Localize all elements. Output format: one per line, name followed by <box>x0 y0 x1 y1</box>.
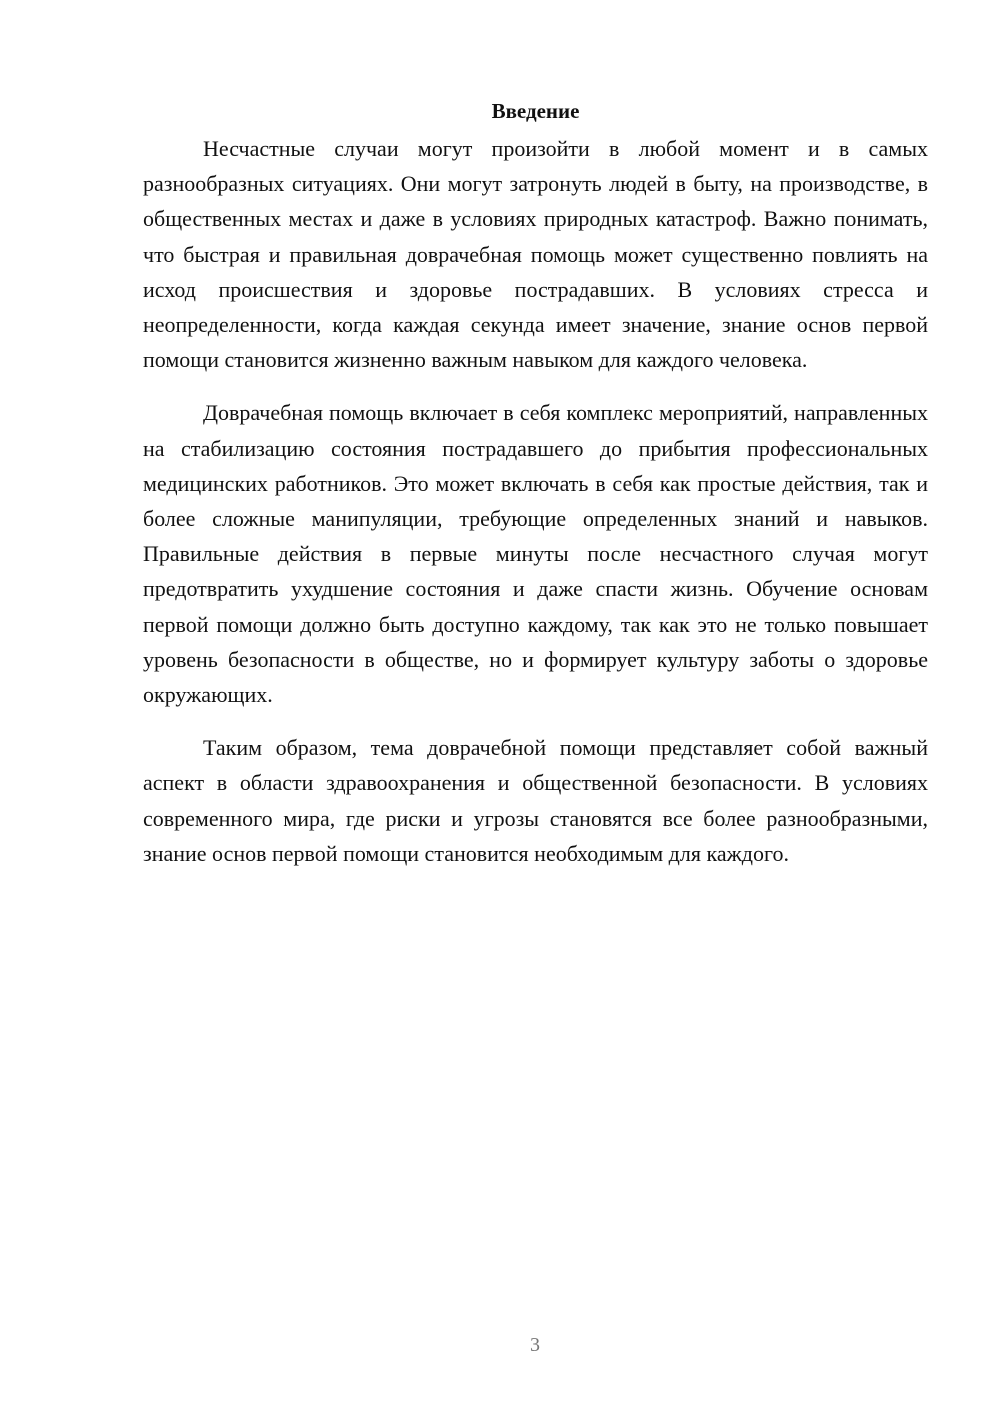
page-number: 3 <box>530 1334 540 1356</box>
section-heading: Введение <box>491 99 580 123</box>
paragraph-3: Таким образом, тема доврачебной помощи представляет собой важный аспект в области здравоохранения и общественной безопасности. В условиях современного мира, где риски и угрозы становятся все более разнообразными, знание основ первой помощи становится необходимым для каждого. <box>143 735 928 866</box>
paragraph-2: Доврачебная помощь включает в себя комплекс мероприятий, направленных на стабилизацию состояния пострадавшего до прибытия профессиональных медицинских работников. Это может включать в себя как простые действия, так и более сложные манипуляции, требующие определенных знаний и навыков. Правильные действия в первые минуты после несчастного случая могут предотвратить ухудшение состояния и даже спасти жизнь. Обучение основам первой помощи должно быть доступно каждому, так как это не только повышает уровень безопасности в обществе, но и формирует культуру заботы о здоровье окружающих. <box>143 400 928 708</box>
page-content <box>143 96 928 889</box>
paragraph-1: Несчастные случаи могут произойти в любой момент и в самых разнообразных ситуациях. Они могут затронуть людей в быту, на производстве, в общественных местах и даже в условиях природных катастроф. Важно понимать, что быстрая и правильная доврачебная помощь может существенно повлиять на исход происшествия и здоровье пострадавших. В условиях стресса и неопределенности, когда каждая секунда имеет значение, знание основ первой помощи становится жизненно важным навыком для каждого человека. <box>143 136 928 373</box>
